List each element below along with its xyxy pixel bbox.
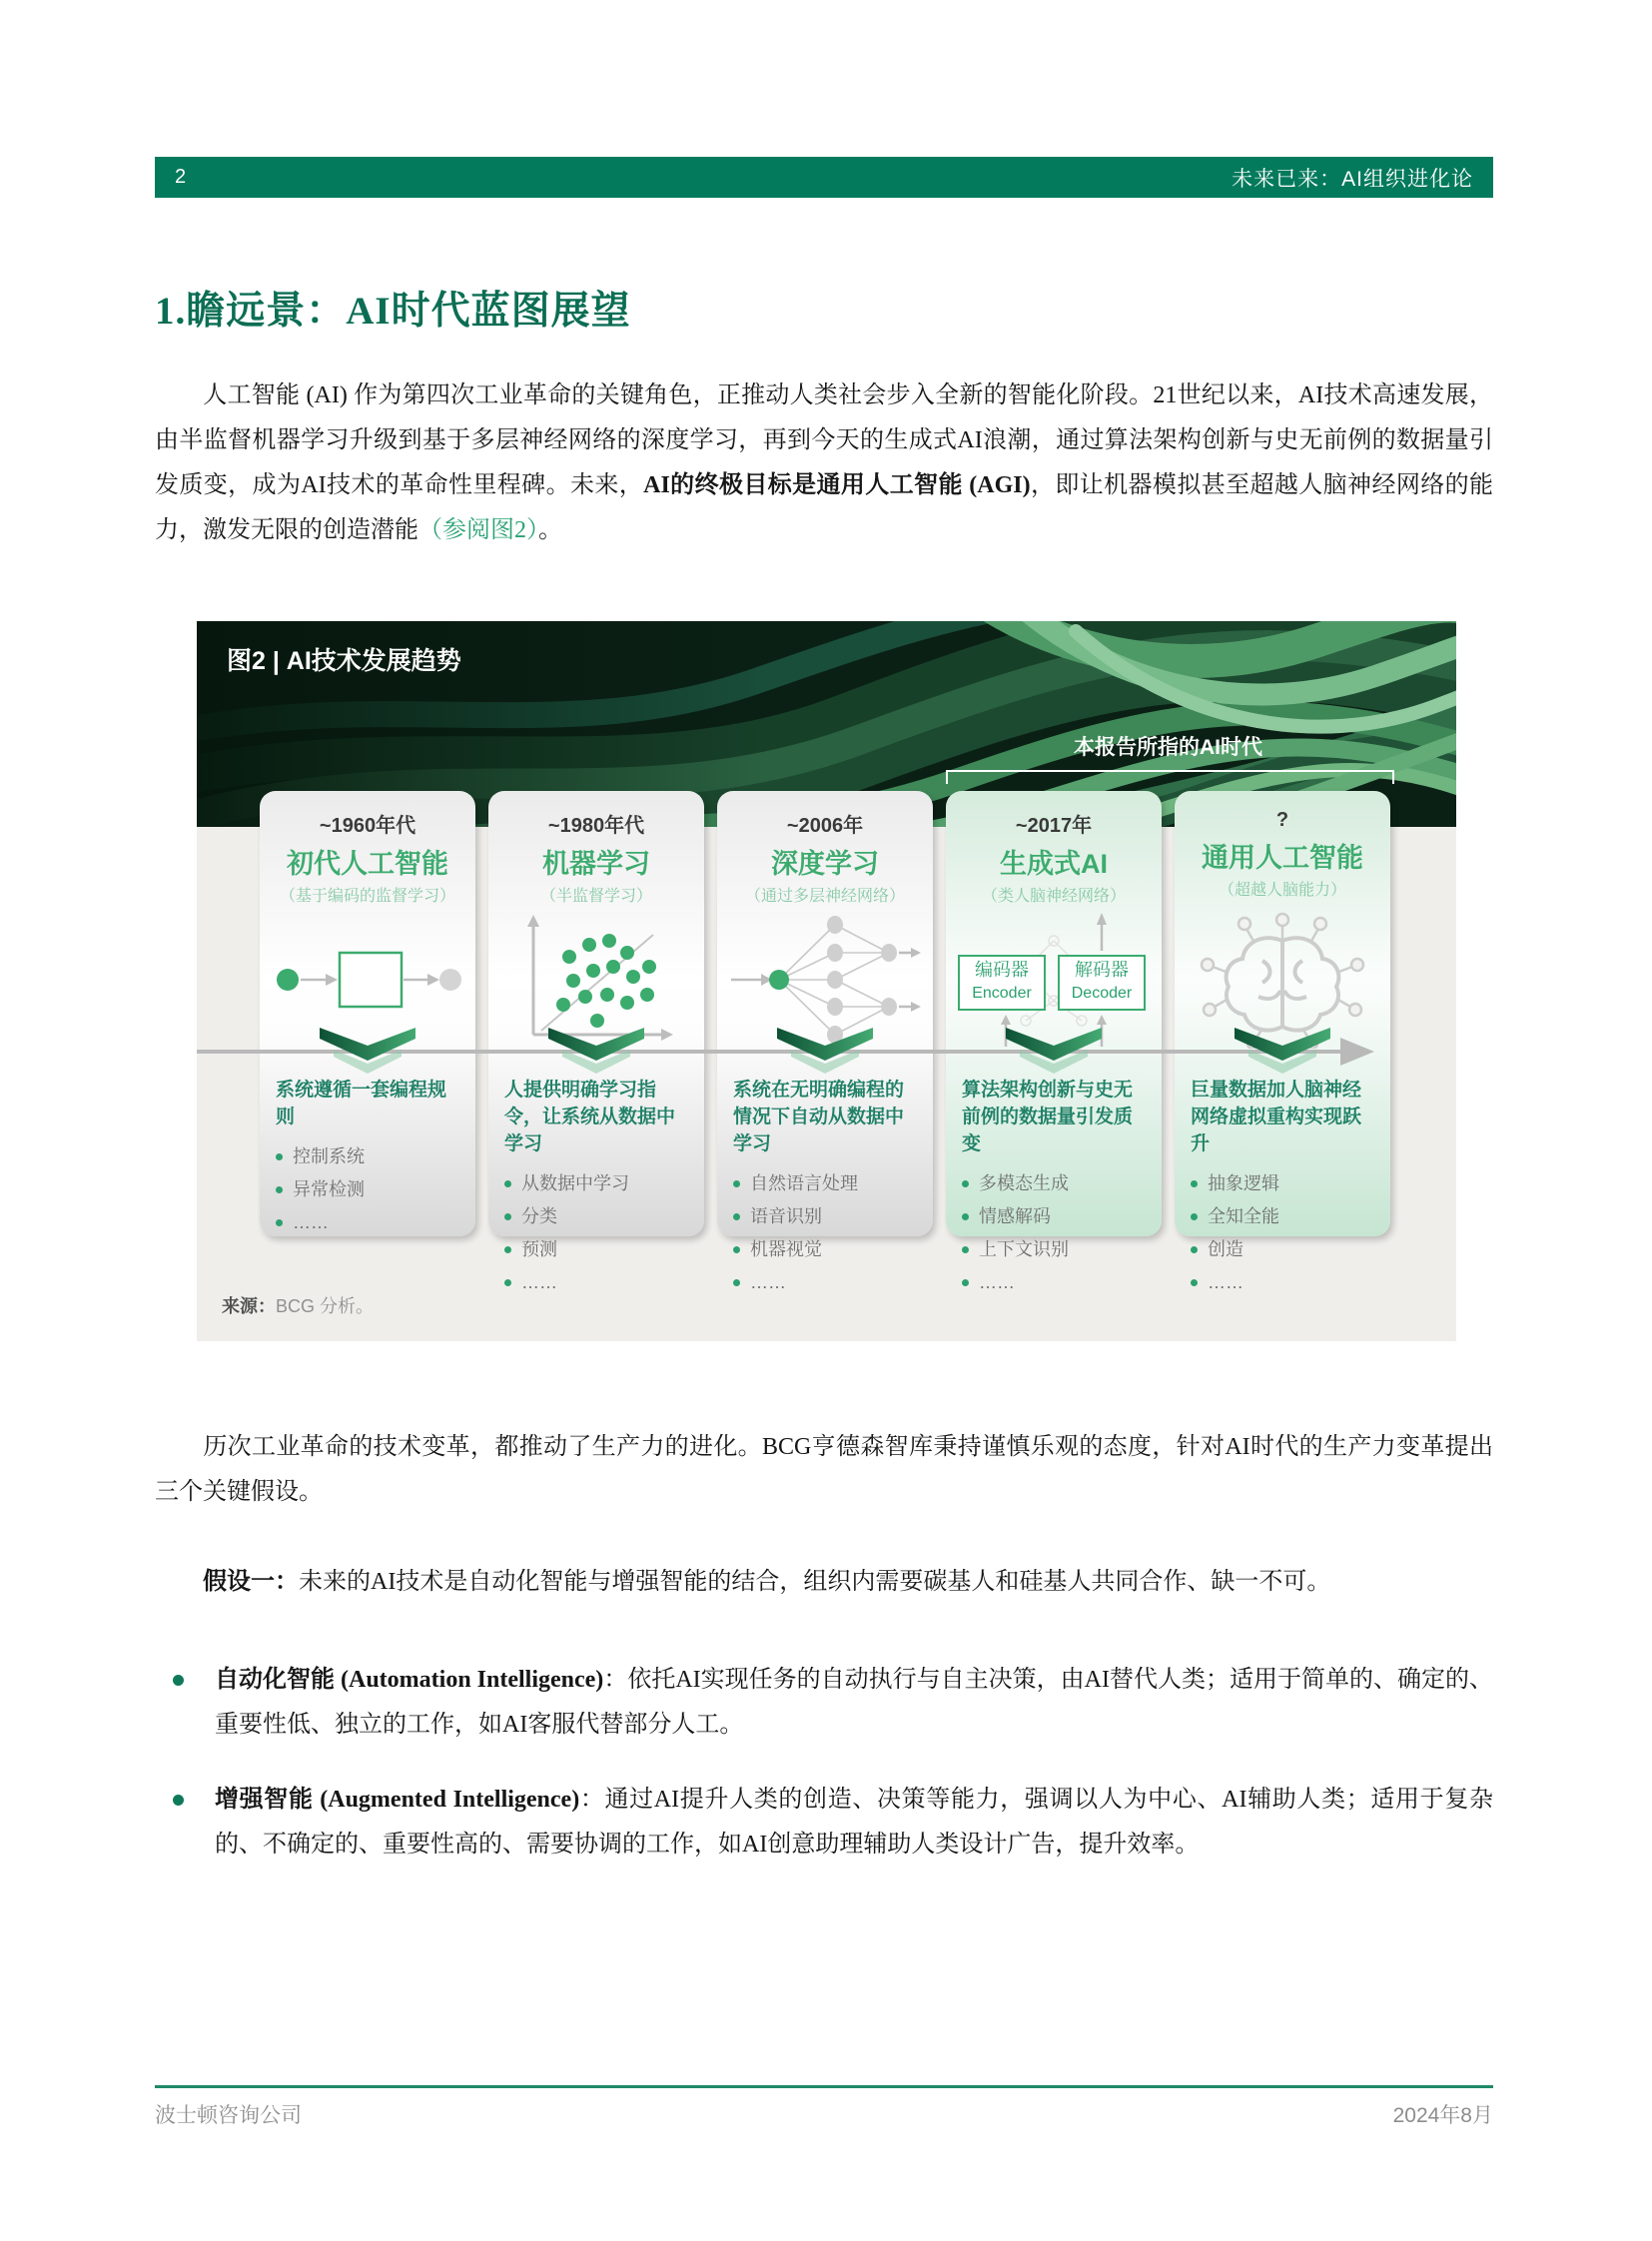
column-subtitle: （通过多层神经网络）: [744, 888, 905, 905]
page-number: 2: [175, 166, 187, 188]
figure-title: 图2 | AI技术发展趋势: [227, 647, 461, 675]
column-subtitle: （类人脑神经网络）: [981, 888, 1126, 905]
chevron-down-icon: [320, 1026, 415, 1078]
column-bullet-list: [504, 1167, 690, 1299]
column-heading: 系统遵循一套编程规则: [276, 1080, 447, 1127]
figure-column-agi: [1175, 791, 1390, 1292]
figure-2-reference-link[interactable]: （参阅图2）: [418, 517, 538, 543]
chevron-down-icon: [1006, 1026, 1102, 1078]
list-item: 异常检测: [276, 1173, 461, 1206]
column-subtitle: （半监督学习）: [539, 888, 652, 905]
list-item: 从数据中学习: [504, 1167, 690, 1200]
list-item: 分类: [504, 1200, 690, 1233]
source-label: 来源：: [222, 1296, 276, 1316]
intelligence-bullet-list: [155, 1658, 1493, 1897]
encoder-box: 编码器 Encoder: [958, 955, 1046, 1011]
column-year: ~1960年代: [319, 815, 416, 837]
list-item: ……: [504, 1266, 690, 1299]
paragraph-hypotheses-intro: 历次工业革命的技术变革，都推动了生产力的进化。BCG亨德森智库秉持谨慎乐观的态度，针对AI时代的生产力变革提出三个关键假设。: [155, 1434, 1493, 1505]
footer-divider: [155, 2085, 1493, 2088]
footer-date: 2024年8月: [1392, 2104, 1493, 2127]
column-title: 机器学习: [542, 849, 650, 879]
list-item: 情感解码: [962, 1200, 1148, 1233]
figure-2-panel: [197, 621, 1456, 1341]
list-item: 抽象逻辑: [1191, 1167, 1376, 1200]
column-year: ~2006年: [786, 815, 864, 837]
decoder-box: 解码器 Decoder: [1058, 955, 1146, 1011]
paragraph-text: 人工智能 (AI) 作为第四次工业革命的关键角色，正推动人类社会步入全新的智能化阶段。21世纪以来，AI技术高速发展，由半监督机器学习升级到基于多层神经网络的深度学习，再到今天的生成式AI浪潮，通过算法架构创新与史无前例的数据量引发质变，成为AI技术的革命性里程碑。未来，: [155, 382, 1493, 498]
list-item-automation-intelligence: 自动化智能 (Automation Intelligence)：依托AI实现任务的自动执行与自主决策，由AI替代人类；适用于简单的、确定的、重要性低、独立的工作，如AI客服代替部分人工。: [155, 1658, 1493, 1748]
footer-company: 波士顿咨询公司: [155, 2104, 302, 2127]
list-item: 自然语言处理: [733, 1167, 919, 1200]
ai-era-bracket: [946, 770, 1394, 784]
list-item: 控制系统: [276, 1140, 461, 1173]
figure-column-2006: [717, 791, 933, 1292]
column-year: ~2017年: [1015, 815, 1093, 837]
column-heading: 系统在无明确编程的情况下自动从数据中学习: [733, 1080, 905, 1154]
list-item: ……: [733, 1266, 919, 1299]
list-item: 上下文识别: [962, 1233, 1148, 1266]
column-heading: 算法架构创新与史无前例的数据量引发质变: [962, 1080, 1134, 1154]
paragraph-intro: [155, 374, 1493, 553]
list-item: 全知全能: [1191, 1200, 1376, 1233]
list-item: ……: [276, 1206, 461, 1239]
list-item: ……: [962, 1266, 1148, 1299]
paragraph-text: ，即让机器模拟甚至超越人脑神经网络的能力，激发无限的创造潜能: [155, 472, 1494, 543]
paragraph-hypothesis-one: 假设一：未来的AI技术是自动化智能与增强智能的结合，组织内需要碳基人和硅基人共同合作、缺一不可。: [203, 1569, 1331, 1595]
column-subtitle: （基于编码的监督学习）: [279, 888, 455, 905]
ai-era-label: 本报告所指的AI时代: [1074, 736, 1262, 759]
report-title: 未来已来：AI组织进化论: [1232, 167, 1473, 191]
column-title: 深度学习: [771, 849, 879, 879]
column-heading: 巨量数据加人脑神经网络虚拟重构实现跃升: [1191, 1080, 1362, 1154]
term-label: 增强智能 (Augmented Intelligence): [215, 1787, 580, 1813]
figure-column-1980s: [488, 791, 704, 1292]
column-year: ?: [1275, 809, 1289, 831]
list-item: 多模态生成: [962, 1167, 1148, 1200]
flow-diagram-icon: [270, 940, 465, 1020]
column-title: 生成式AI: [1000, 849, 1108, 879]
chevron-down-icon: [777, 1026, 873, 1078]
page-header-bar: [155, 157, 1493, 198]
list-item: 语音识别: [733, 1200, 919, 1233]
column-title: 初代人工智能: [287, 849, 448, 879]
list-item: 机器视觉: [733, 1233, 919, 1266]
figure-source: [222, 1292, 374, 1318]
section-heading: 1.瞻远景：AI时代蓝图展望: [155, 290, 631, 333]
column-title: 通用人工智能: [1202, 843, 1363, 873]
chevron-down-icon: [548, 1026, 644, 1078]
column-year: ~1980年代: [547, 815, 645, 837]
list-item: ……: [1191, 1266, 1376, 1299]
column-bullet-list: [962, 1167, 1148, 1299]
list-item: 创造: [1191, 1233, 1376, 1266]
paragraph-text: 。: [538, 517, 562, 543]
list-item-augmented-intelligence: 增强智能 (Augmented Intelligence)：通过AI提升人类的创造、决策等能力，强调以人为中心、AI辅助人类；适用于复杂的、不确定的、重要性高的、需要协调的工作，如AI创意助理辅助人类设计广告，提升效率。: [155, 1778, 1493, 1868]
source-text: BCG 分析。: [276, 1296, 375, 1316]
column-heading: 人提供明确学习指令，让系统从数据中学习: [504, 1080, 676, 1154]
column-bullet-list: [276, 1140, 461, 1239]
figure-column-2017: [946, 791, 1162, 1292]
chevron-down-icon: [1235, 1026, 1330, 1078]
list-item: 预测: [504, 1233, 690, 1266]
figure-column-1960s: [260, 791, 475, 1236]
column-bullet-list: [733, 1167, 919, 1299]
hypothesis-one-label: 假设一：: [203, 1569, 299, 1595]
column-bullet-list: [1191, 1167, 1376, 1299]
term-label: 自动化智能 (Automation Intelligence): [215, 1667, 604, 1693]
column-subtitle: （超越人脑能力）: [1218, 882, 1346, 899]
bold-agi-statement: AI的终极目标是通用人工智能 (AGI): [643, 472, 1031, 498]
